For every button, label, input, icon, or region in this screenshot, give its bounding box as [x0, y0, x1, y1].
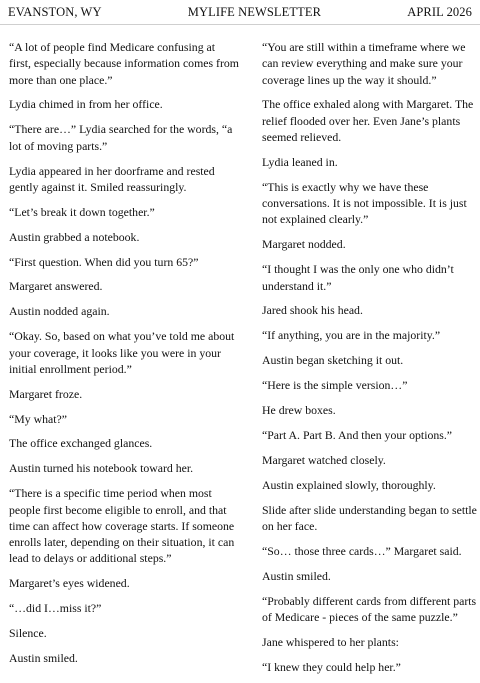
paragraph: Silence.	[9, 626, 47, 641]
right-column	[262, 39, 478, 683]
page-header	[8, 5, 472, 20]
paragraph: Lydia leaned in.	[262, 154, 338, 169]
paragraph: Austin began sketching it out.	[262, 353, 404, 368]
paragraph: “Okay. So, based on what you’ve told me about your coverage, it looks like you were in your initial enrollment period.”	[9, 329, 235, 376]
paragraph: Austin nodded again.	[9, 304, 110, 319]
paragraph: “There are…” Lydia searched for the words, “a lot of moving parts.”	[9, 122, 233, 153]
paragraph: Margaret watched closely.	[262, 452, 386, 467]
paragraph: Margaret’s eyes widened.	[9, 576, 130, 591]
paragraph: Slide after slide understanding began to settle on her face.	[262, 502, 477, 533]
paragraph: “Here is the simple version…”	[262, 378, 408, 393]
header-divider	[0, 24, 480, 25]
paragraph: Austin turned his notebook toward her.	[9, 461, 194, 476]
paragraph: “I thought I was the only one who didn’t understand it.”	[262, 262, 454, 293]
paragraph: Lydia appeared in her doorframe and rested gently against it. Smiled reassuringly.	[9, 163, 215, 194]
header-date: APRIL 2026	[407, 5, 472, 19]
paragraph: Margaret froze.	[9, 386, 83, 401]
paragraph: “…did I…miss it?”	[9, 601, 102, 616]
paragraph: Lydia chimed in from her office.	[9, 97, 163, 112]
paragraph: Jared shook his head.	[262, 303, 363, 318]
paragraph: He drew boxes.	[262, 402, 336, 417]
paragraph: “Part A. Part B. And then your options.”	[262, 427, 453, 442]
paragraph: “A lot of people find Medicare confusing at first, especially because information comes from more than one place.”	[9, 40, 239, 87]
paragraph: “There is a specific time period when most people first become eligible to enroll, and that time can affect how coverage starts. If someone enrolls later, depending on their situation, it can lead to delays or additional steps.”	[9, 486, 235, 566]
paragraph: Austin explained slowly, thoroughly.	[262, 477, 436, 492]
paragraph: “Probably different cards from different parts of Medicare - pieces of the same puzzle.”	[262, 593, 477, 624]
paragraph: Margaret answered.	[9, 279, 103, 294]
paragraph: “You are still within a timeframe where we can review everything and make sure your coverage lines up the way it should.”	[262, 40, 466, 87]
paragraph: Austin smiled.	[9, 651, 78, 665]
paragraph: “If anything, you are in the majority.”	[262, 328, 441, 343]
paragraph: Austin grabbed a notebook.	[9, 229, 140, 244]
paragraph: Margaret nodded.	[262, 237, 346, 252]
paragraph: “First question. When did you turn 65?”	[9, 254, 199, 269]
paragraph: “My what?”	[9, 411, 67, 426]
paragraph: “Let’s break it down together.”	[9, 204, 155, 219]
paragraph: “So… those three cards…” Margaret said.	[262, 543, 462, 558]
paragraph: “I knew they could help her.”	[262, 659, 401, 674]
header-title: MYLIFE NEWSLETTER	[187, 5, 322, 19]
paragraph: The office exhaled along with Margaret. The relief flooded over her. Even Jane’s plants seemed relieved.	[262, 97, 474, 145]
paragraph: The office exchanged glances.	[9, 436, 153, 451]
paragraph: Jane whispered to her plants:	[262, 634, 399, 649]
paragraph: “This is exactly why we have these conversations. It is not impossible. It is just not explained clearly.”	[262, 179, 467, 227]
left-column	[9, 39, 239, 675]
header-location: EVANSTON, WY	[8, 5, 102, 19]
paragraph: Austin smiled.	[262, 568, 331, 583]
